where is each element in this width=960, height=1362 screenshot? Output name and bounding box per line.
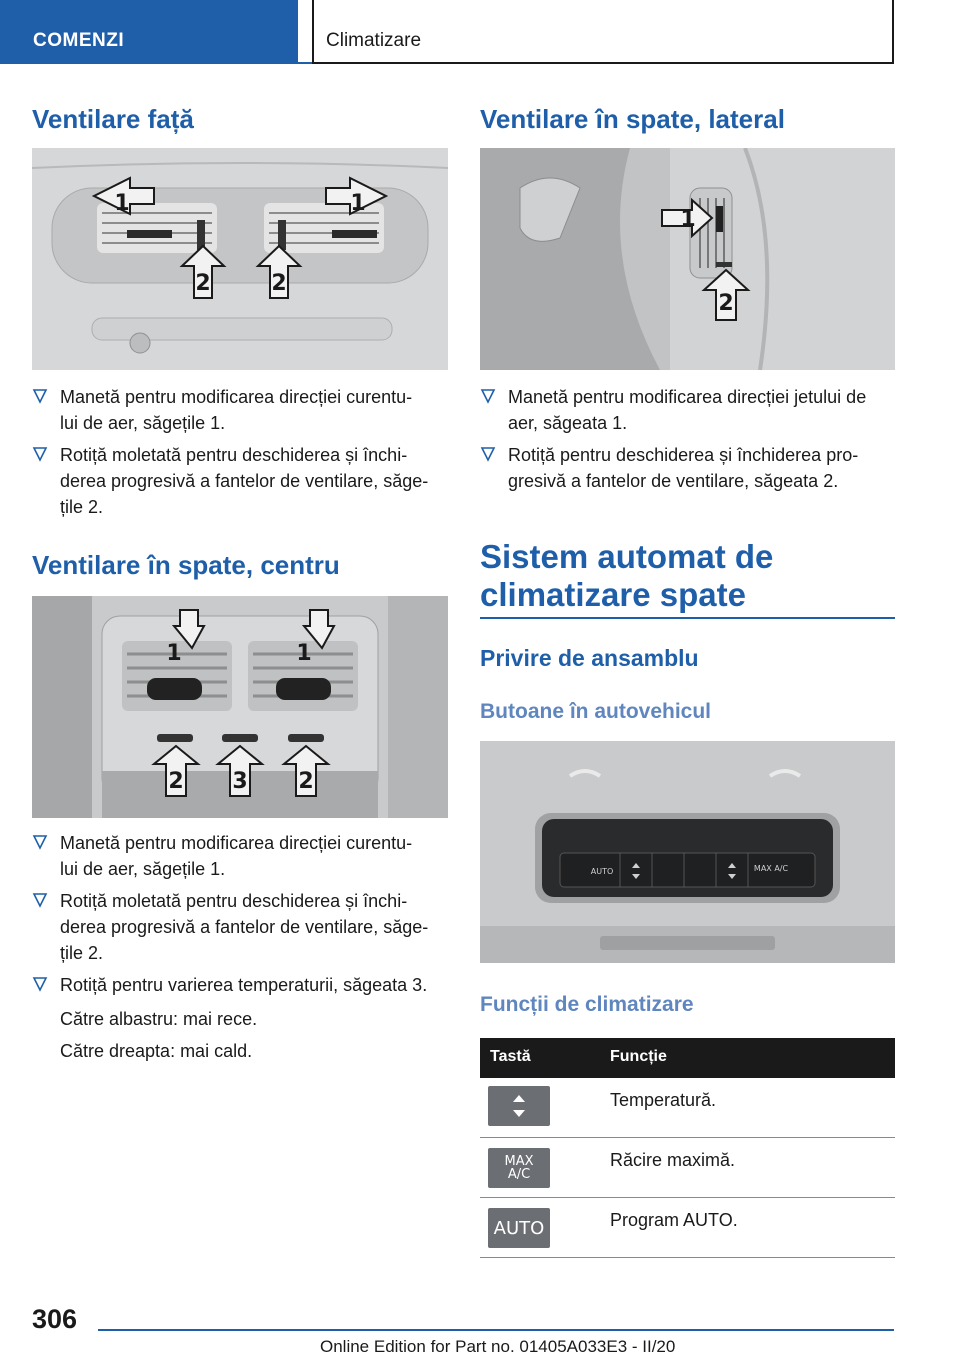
callout-1: 1 (296, 641, 312, 666)
rear-side-vent-image (480, 148, 895, 370)
rear-panel-image (480, 741, 895, 963)
temperature-key-icon (488, 1086, 550, 1126)
callout-2: 2 (298, 769, 314, 794)
table-row (480, 1198, 895, 1258)
function-temperature: Temperatură. (610, 1090, 717, 1110)
heading-system-line1: Sistem automat de (480, 538, 774, 575)
callout-2: 2 (168, 769, 184, 794)
rear-center-vent-image (32, 596, 448, 818)
callout-2: 2 (718, 291, 734, 316)
heading-overview: Privire de ansamblu (480, 645, 699, 671)
bullet-triangle-icon (32, 974, 48, 994)
auto-key-icon: AUTO (488, 1208, 550, 1248)
heading-functions: Funcții de climatizare (480, 993, 694, 1016)
rear-center-list (32, 830, 448, 1070)
list-item-text: Manetă pentru modificarea direcției jetului de aer, săgeata 1. (508, 387, 867, 433)
panel-maxac-label: MAX A/C (753, 864, 789, 873)
section-label: COMENZI (33, 30, 125, 51)
footer-rule (98, 1329, 894, 1331)
heading-rear-center: Ventilare în spate, centru (32, 550, 340, 580)
header-divider (298, 62, 312, 64)
bullet-triangle-icon (32, 386, 48, 406)
list-item-text: Manetă pentru modificarea direcției curentu- lui de aer, săgețile 1. (60, 833, 413, 879)
bullet-triangle-icon (32, 444, 48, 464)
heading-system-line2: climatizare spate (480, 576, 746, 613)
front-vent-image (32, 148, 448, 370)
front-vent-list (32, 384, 448, 524)
callout-1: 1 (350, 191, 366, 216)
list-item-text: Rotiță moletată pentru deschiderea și închi- derea progresivă a fantelor de ventilare, săge- țile 2. (60, 891, 429, 963)
panel-auto-label: AUTO (590, 867, 614, 876)
table-header (480, 1038, 895, 1078)
list-item-text: Rotiță pentru varierea temperaturii, săgeata 3. (60, 975, 428, 995)
list-item-text: Manetă pentru modificarea direcției curentu- lui de aer, săgețile 1. (60, 387, 413, 433)
callout-3: 3 (232, 769, 248, 794)
note-warm: Către dreapta: mai cald. (60, 1041, 253, 1061)
heading-front-vent: Ventilare față (32, 104, 194, 134)
note-cold: Către albastru: mai rece. (60, 1009, 258, 1029)
heading-buttons: Butoane în autovehicul (480, 700, 712, 723)
bullet-triangle-icon (480, 444, 496, 464)
callout-2: 2 (195, 271, 211, 296)
list-item-text: Rotiță pentru deschiderea și închiderea pro- gresivă a fantelor de ventilare, săgeata 2. (508, 445, 859, 491)
chapter-label: Climatizare (326, 30, 422, 51)
edition-footer: Online Edition for Part no. 01405A033E3 - II/20 (320, 1337, 676, 1356)
max-ac-key-icon: MAX A/C (488, 1148, 550, 1188)
col-function-header: Funcție (610, 1048, 667, 1065)
section-tab (0, 0, 298, 64)
list-item-text: Rotiță moletată pentru deschiderea și închi- derea progresivă a fantelor de ventilare, săge- țile 2. (60, 445, 429, 517)
table-row (480, 1138, 895, 1198)
functions-table (480, 1038, 895, 1258)
bullet-triangle-icon (32, 832, 48, 852)
function-auto: Program AUTO. (610, 1210, 738, 1230)
heading-rear-side: Ventilare în spate, lateral (480, 104, 785, 134)
function-max-cooling: Răcire maximă. (610, 1150, 736, 1170)
rear-side-list (480, 384, 895, 494)
bullet-triangle-icon (32, 890, 48, 910)
callout-1: 1 (680, 207, 696, 232)
callout-1: 1 (114, 191, 130, 216)
callout-2: 2 (271, 271, 287, 296)
col-key-header: Tastă (490, 1048, 531, 1065)
page-number: 306 (32, 1304, 78, 1334)
chapter-tab (312, 0, 894, 64)
section-rule (480, 617, 895, 619)
table-row (480, 1078, 895, 1138)
bullet-triangle-icon (480, 386, 496, 406)
callout-1: 1 (166, 641, 182, 666)
